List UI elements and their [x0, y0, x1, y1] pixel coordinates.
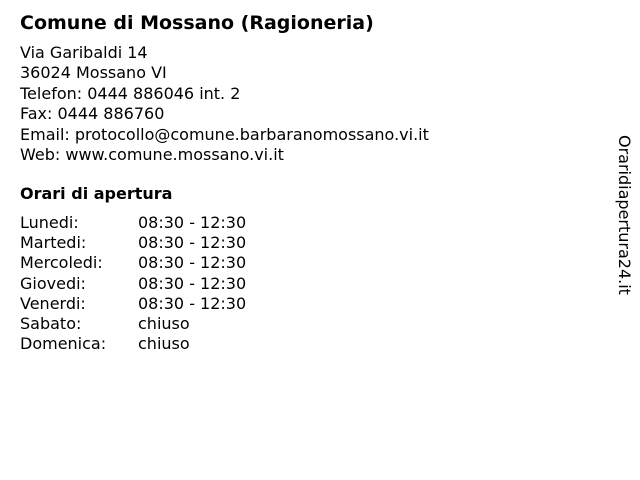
- hours-value: chiuso: [138, 334, 190, 354]
- hours-value: 08:30 - 12:30: [138, 273, 247, 293]
- address-city: 36024 Mossano VI: [20, 63, 167, 83]
- day-label: Venerdi:: [20, 293, 86, 313]
- page-title: Comune di Mossano (Ragioneria): [20, 12, 374, 34]
- hours-value: 08:30 - 12:30: [138, 253, 247, 273]
- day-label: Domenica:: [20, 334, 107, 354]
- hours-value: 08:30 - 12:30: [138, 233, 247, 253]
- site-watermark: Oraridiapertura24.it: [615, 135, 634, 295]
- contact-block: [20, 43, 429, 165]
- phone-number: Telefon: 0444 886046 int. 2: [20, 83, 241, 103]
- email-address: Email: protocollo@comune.barbaranomossano.vi.it: [20, 124, 429, 144]
- day-label: Mercoledi:: [20, 253, 103, 273]
- day-label: Giovedi:: [20, 273, 86, 293]
- day-label: Sabato:: [20, 313, 82, 333]
- opening-hours-heading: Orari di apertura: [20, 184, 173, 203]
- hours-value: chiuso: [138, 313, 190, 333]
- fax-number: Fax: 0444 886760: [20, 104, 165, 124]
- day-label: Martedi:: [20, 233, 87, 253]
- hours-value: 08:30 - 12:30: [138, 293, 247, 313]
- website-address: Web: www.comune.mossano.vi.it: [20, 144, 284, 164]
- day-label: Lunedi:: [20, 213, 79, 232]
- address-street: Via Garibaldi 14: [20, 43, 148, 62]
- hours-value: 08:30 - 12:30: [138, 213, 247, 232]
